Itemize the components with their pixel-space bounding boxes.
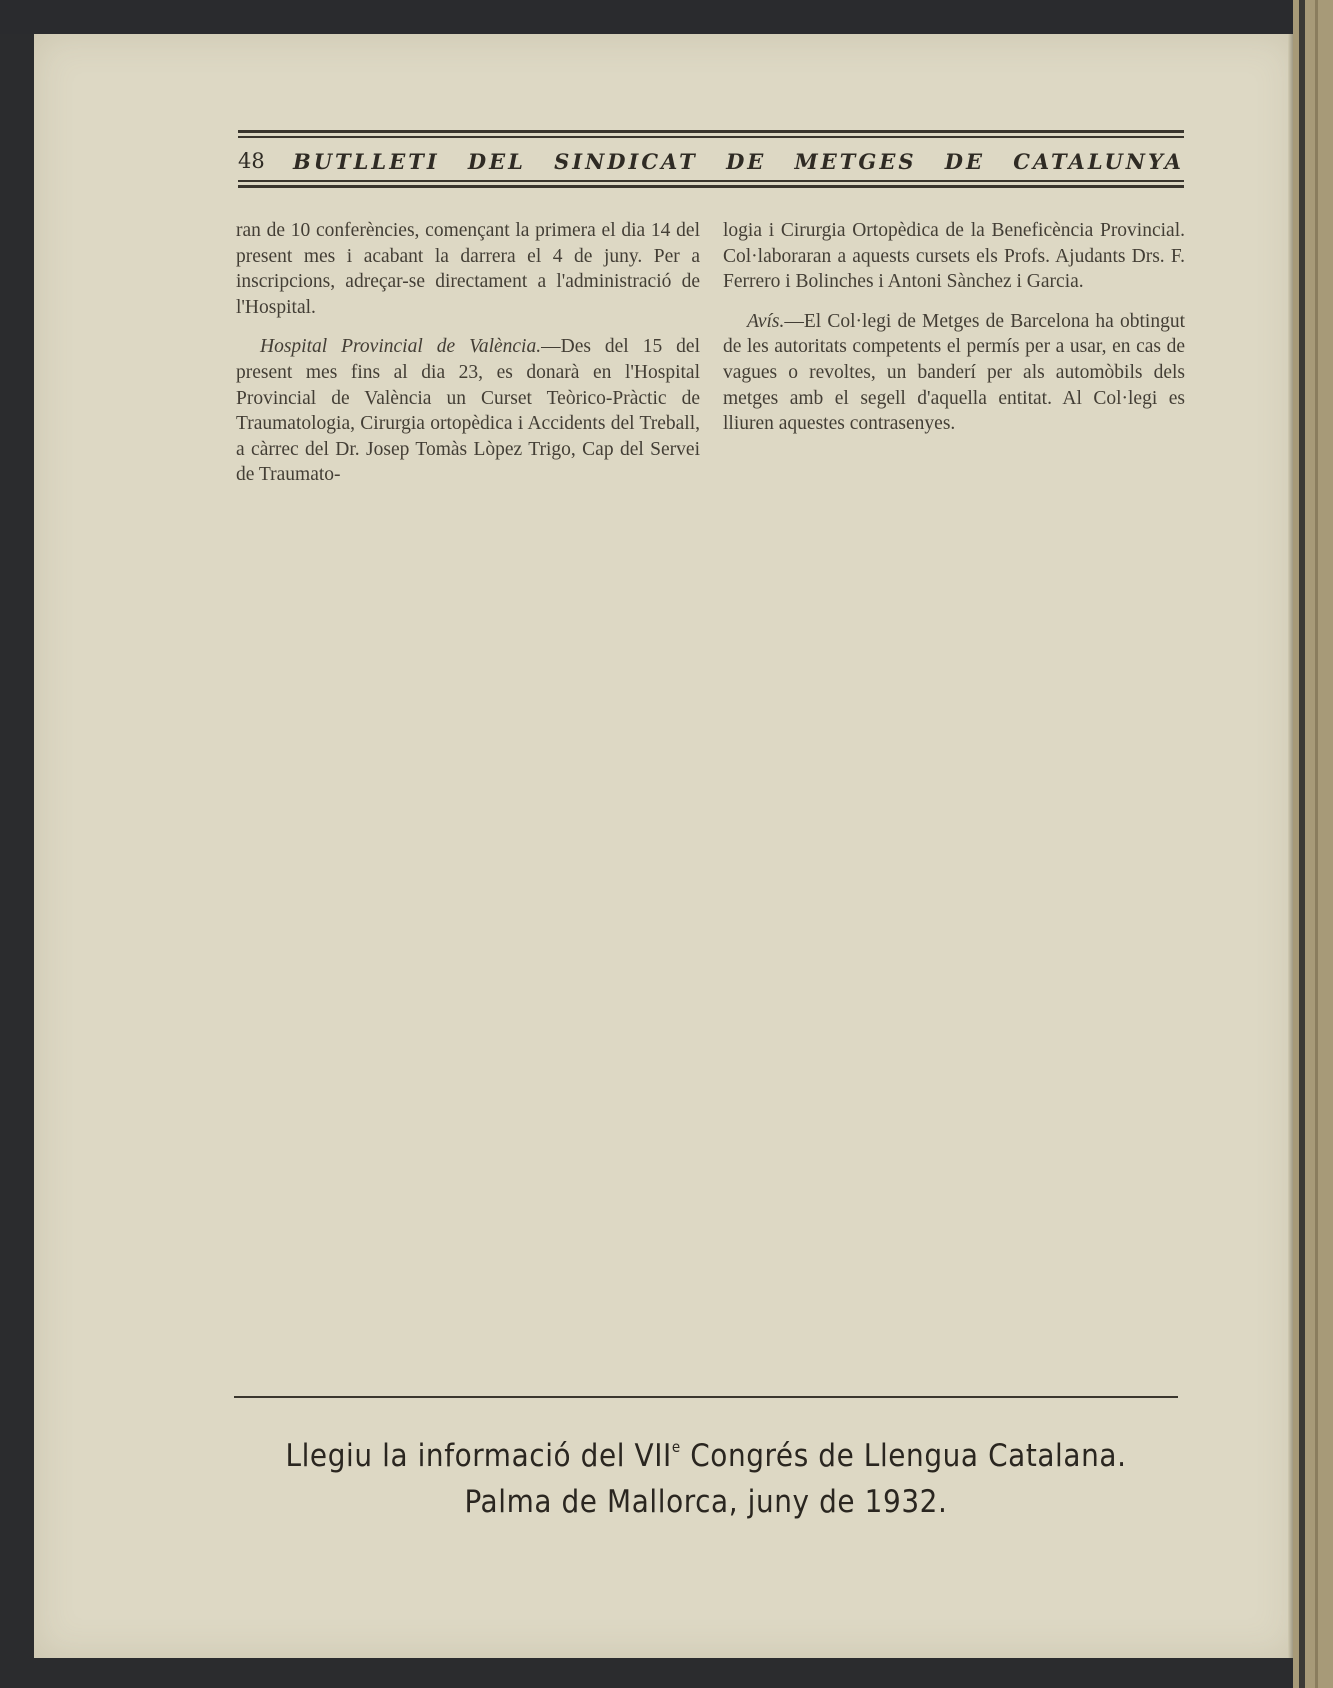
left-column	[236, 218, 700, 488]
scan-background-top	[0, 0, 1333, 34]
paragraph	[723, 309, 1185, 437]
paragraph-body: —El Col·legi de Metges de Barcelona ha obtingut de les autoritats competents el permís per a usar, en cas de vagues o revoltes, un banderí per als automòbils dels metges amb el segell d'aquella entitat. Al Col·legi es lliuren aquestes contrasenyes.	[723, 310, 1185, 435]
header-word: SINDICAT	[554, 148, 698, 174]
header-word: METGES	[794, 148, 917, 174]
scan-background-right	[1293, 0, 1333, 1688]
paragraph: logia i Cirurgia Ortopèdica de la Beneficència Provincial. Col·laboraran a aquests cursets els Profs. Ajudants Drs. F. Ferrero i Bolinches i Antoni Sànchez i Garcia.	[723, 220, 1185, 293]
running-header	[238, 146, 1184, 176]
paragraph: ran de 10 conferències, començant la primera el dia 14 del present mes i acabant la darrera el 4 de juny. Per a inscripcions, adreçar-se directament a l'administració de l'Hospital.	[236, 220, 700, 318]
header-rule-bottom-thin	[238, 180, 1184, 182]
notice-line-2: Palma de Mallorca, juny de 1932.	[464, 1484, 948, 1520]
header-rule-top-thin	[238, 136, 1184, 138]
header-word: CATALUNYA	[1013, 148, 1184, 174]
right-column	[723, 218, 1185, 437]
page-number: 48	[238, 149, 265, 173]
header-word: DE	[944, 148, 985, 174]
header-word: BUTLLETI	[292, 148, 440, 174]
notice-divider	[234, 1396, 1178, 1398]
header-word: DEL	[467, 148, 526, 174]
notice-line-1: Llegiu la informació del VIIe Congrés de Llengua Catalana.	[285, 1438, 1127, 1474]
header-word: DE	[726, 148, 767, 174]
header-rule-top-thick	[238, 130, 1184, 133]
notice-box	[226, 1424, 1186, 1525]
paragraph-body: —Des del 15 del present mes fins al dia 23, es donarà en l'Hospital Provincial de València un Curset Teòrico-Pràctic de Traumatologia, Cirurgia ortopèdica i Accidents del Treball, a càrrec del Dr. Josep Tomàs Lòpez Trigo, Cap del Servei de Traumato-	[236, 336, 700, 486]
paragraph-title: Hospital Provincial de València.	[260, 336, 542, 358]
header-rule-bottom-thick	[238, 185, 1184, 188]
paragraph-title: Avís.	[747, 310, 785, 332]
paragraph	[236, 334, 700, 488]
